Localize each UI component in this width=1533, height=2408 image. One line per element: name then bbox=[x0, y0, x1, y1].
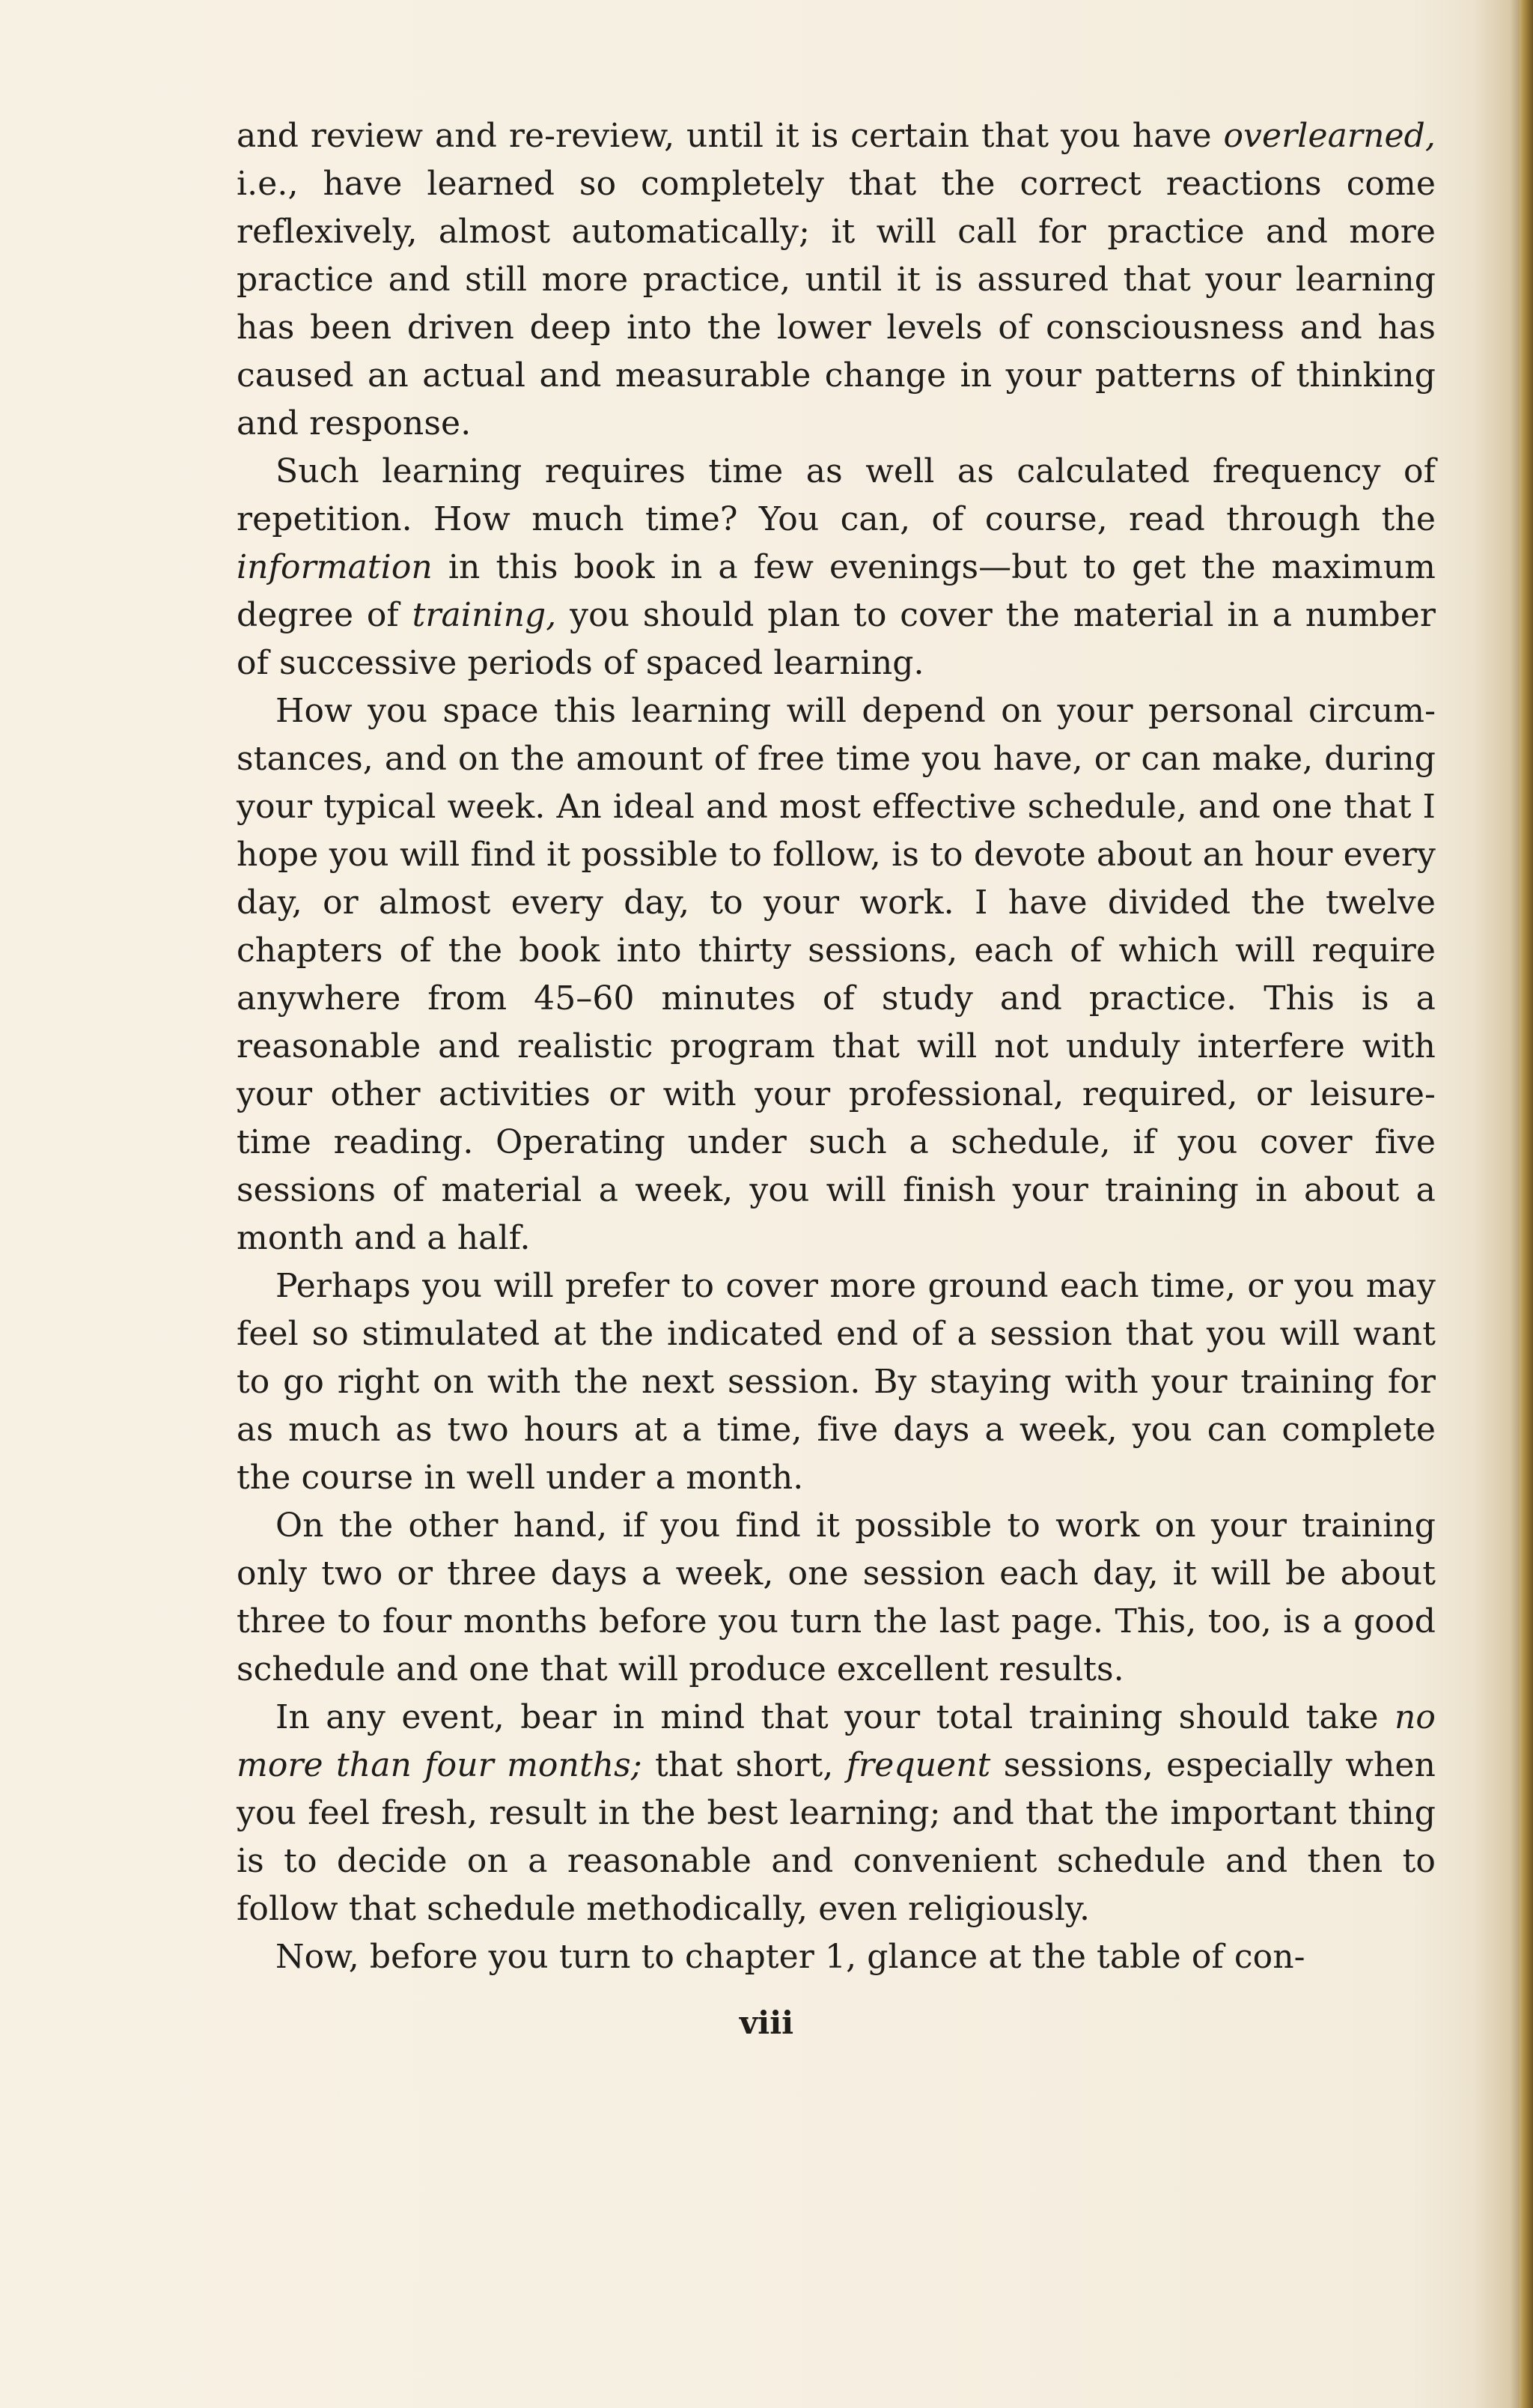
paragraph-5: On the other hand, if you find it possible to work on your training only two or three days a week, one session each day, it will be about three to four months before you turn the last page. This, too, is a good schedule and one that will produce excellent results. bbox=[237, 1506, 1436, 1688]
paragraph-6: In any event, bear in mind that your total training should take no more than four months; that short, frequent sessions, especially when you feel fresh, result in the best learning; and that the important thing is to decide on a reasonable and convenient schedule and then to follow that schedule methodically, even religiously. bbox=[237, 1698, 1436, 1928]
paragraph-1: and review and re-review, until it is certain that you have overlearned, i.e., have learned so completely that the correct reactions come reflexively, almost automatically; it will call for practice and more practice and still more practice, until it is assured that your learning has been driven deep into the lower levels of consciousness and has caused an actual and measurable change in your patterns of thinking and response. bbox=[237, 117, 1436, 443]
body-text bbox=[237, 112, 1436, 1981]
paragraph-7: Now, before you turn to chapter 1, glance at the table of con- bbox=[275, 1938, 1305, 1976]
paragraph-2: Such learning requires time as well as calculated frequency of repetition. How much time? You can, of course, read through the information in this book in a few evenings—but to get the maximum degree of training, you should plan to cover the material in a number of successive periods of spaced learning. bbox=[237, 452, 1436, 682]
page-edge-shadow bbox=[1520, 0, 1533, 2408]
page-number: viii bbox=[739, 2004, 794, 2041]
paragraph-4: Perhaps you will prefer to cover more ground each time, or you may feel so stimulated at the indicated end of a session that you will want to go right on with the next session. By staying with your training for as much as two hours at a time, five days a week, you can complete the course in well under a month. bbox=[237, 1267, 1436, 1497]
paragraph-3: How you space this learning will depend on your personal circumstances, and on the amount of free time you have, or can make, during your typical week. An ideal and most effective schedule, and one that I hope you will find it possible to follow, is to devote about an hour every day, or almost every day, to your work. I have divided the twelve chapters of the book into thirty sessions, each of which will require anywhere from 45–60 minutes of study and practice. This is a reasonable and realistic program that will not unduly interfere with your other activities or with your professional, required, or leisure-time reading. Operating under such a schedule, if you cover five sessions of material a week, you will finish your training in about a month and a half. bbox=[237, 692, 1436, 1257]
